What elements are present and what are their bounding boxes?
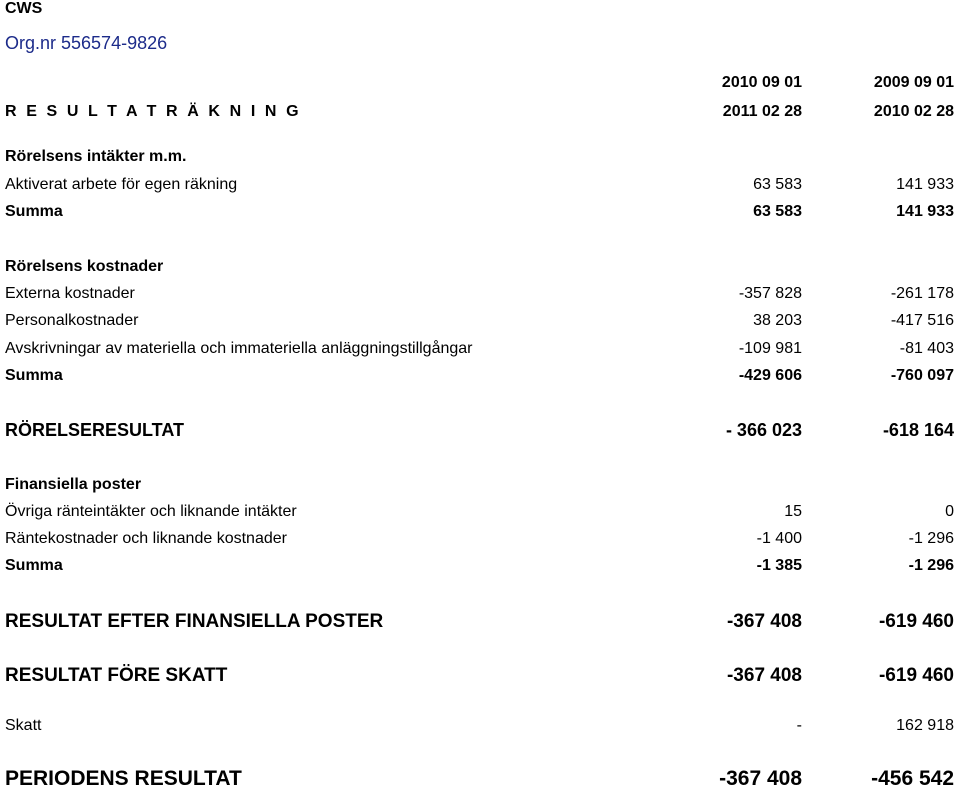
result-after-financial-label: RESULTAT EFTER FINANSIELLA POSTER	[5, 611, 384, 632]
result-before-tax-row	[0, 665, 960, 691]
total-value-period2: -760 097	[890, 367, 954, 384]
result-after-financial-period1: -367 408	[726, 611, 802, 632]
period1-to: 2011 02 28	[722, 103, 802, 120]
period-from-line	[0, 74, 960, 100]
total-value-period1: -429 606	[738, 367, 802, 384]
total-label: Summa	[5, 557, 63, 574]
total-value-period1: 63 583	[753, 203, 802, 220]
table-row	[0, 285, 960, 311]
costs-total-row	[0, 367, 960, 393]
costs-heading: Rörelsens kostnader	[5, 258, 164, 275]
period-result-label: PERIODENS RESULTAT	[5, 767, 242, 790]
operating-result-row	[0, 420, 960, 446]
row-value-period1: -109 981	[738, 340, 802, 357]
result-before-tax-period1: -367 408	[726, 665, 802, 686]
row-label: Externa kostnader	[5, 285, 135, 302]
total-label: Summa	[5, 367, 63, 384]
operating-result-period1: - 366 023	[725, 420, 802, 440]
company-name: CWS	[5, 0, 43, 17]
tax-period1: -	[796, 717, 802, 734]
result-before-tax-period2: -619 460	[878, 665, 954, 686]
tax-period2: 162 918	[896, 717, 954, 734]
org-line	[0, 33, 960, 59]
statement-title: R E S U L T A T R Ä K N I N G	[5, 103, 302, 120]
income-heading-line	[0, 148, 960, 174]
tax-row	[0, 717, 960, 743]
table-row	[0, 530, 960, 556]
period2-from: 2009 09 01	[873, 74, 954, 91]
row-label: Övriga ränteintäkter och liknande intäkter	[5, 503, 297, 520]
total-value-period1: -1 385	[756, 557, 802, 574]
operating-result-period2: -618 164	[882, 420, 954, 440]
table-row	[0, 176, 960, 202]
row-value-period2: -417 516	[890, 312, 954, 329]
row-value-period1: 38 203	[753, 312, 802, 329]
result-before-tax-label: RESULTAT FÖRE SKATT	[5, 665, 228, 686]
total-value-period2: -1 296	[908, 557, 954, 574]
tax-label: Skatt	[5, 717, 42, 734]
table-row	[0, 503, 960, 529]
row-value-period1: 63 583	[753, 176, 802, 193]
total-label: Summa	[5, 203, 63, 220]
row-value-period2: -81 403	[899, 340, 954, 357]
row-value-period2: -261 178	[890, 285, 954, 302]
income-total-row	[0, 203, 960, 229]
row-label: Räntekostnader och liknande kostnader	[5, 530, 287, 547]
row-value-period2: -1 296	[908, 530, 954, 547]
row-value-period1: -1 400	[756, 530, 802, 547]
period-result-row	[0, 768, 960, 792]
result-after-financial-row	[0, 611, 960, 637]
total-value-period2: 141 933	[896, 203, 954, 220]
org-number: Org.nr 556574-9826	[5, 33, 168, 53]
row-value-period2: 0	[945, 503, 954, 520]
period1-from: 2010 09 01	[721, 74, 802, 91]
company-line	[0, 0, 960, 26]
costs-heading-line	[0, 258, 960, 284]
financial-heading: Finansiella poster	[5, 476, 142, 493]
row-value-period1: 15	[784, 503, 802, 520]
operating-result-label: RÖRELSERESULTAT	[5, 420, 184, 440]
row-label: Aktiverat arbete för egen räkning	[5, 176, 238, 193]
title-line	[0, 103, 960, 129]
result-after-financial-period2: -619 460	[878, 611, 954, 632]
row-value-period2: 141 933	[896, 176, 954, 193]
row-label: Personalkostnader	[5, 312, 139, 329]
period-result-period2: -456 542	[871, 767, 954, 790]
row-value-period1: -357 828	[738, 285, 802, 302]
table-row	[0, 340, 960, 366]
financial-total-row	[0, 557, 960, 583]
table-row	[0, 312, 960, 338]
financial-heading-line	[0, 476, 960, 502]
period-result-period1: -367 408	[719, 767, 802, 790]
income-heading: Rörelsens intäkter m.m.	[5, 148, 187, 165]
period2-to: 2010 02 28	[873, 103, 954, 120]
row-label: Avskrivningar av materiella och immateriella anläggningstillgångar	[5, 340, 473, 357]
